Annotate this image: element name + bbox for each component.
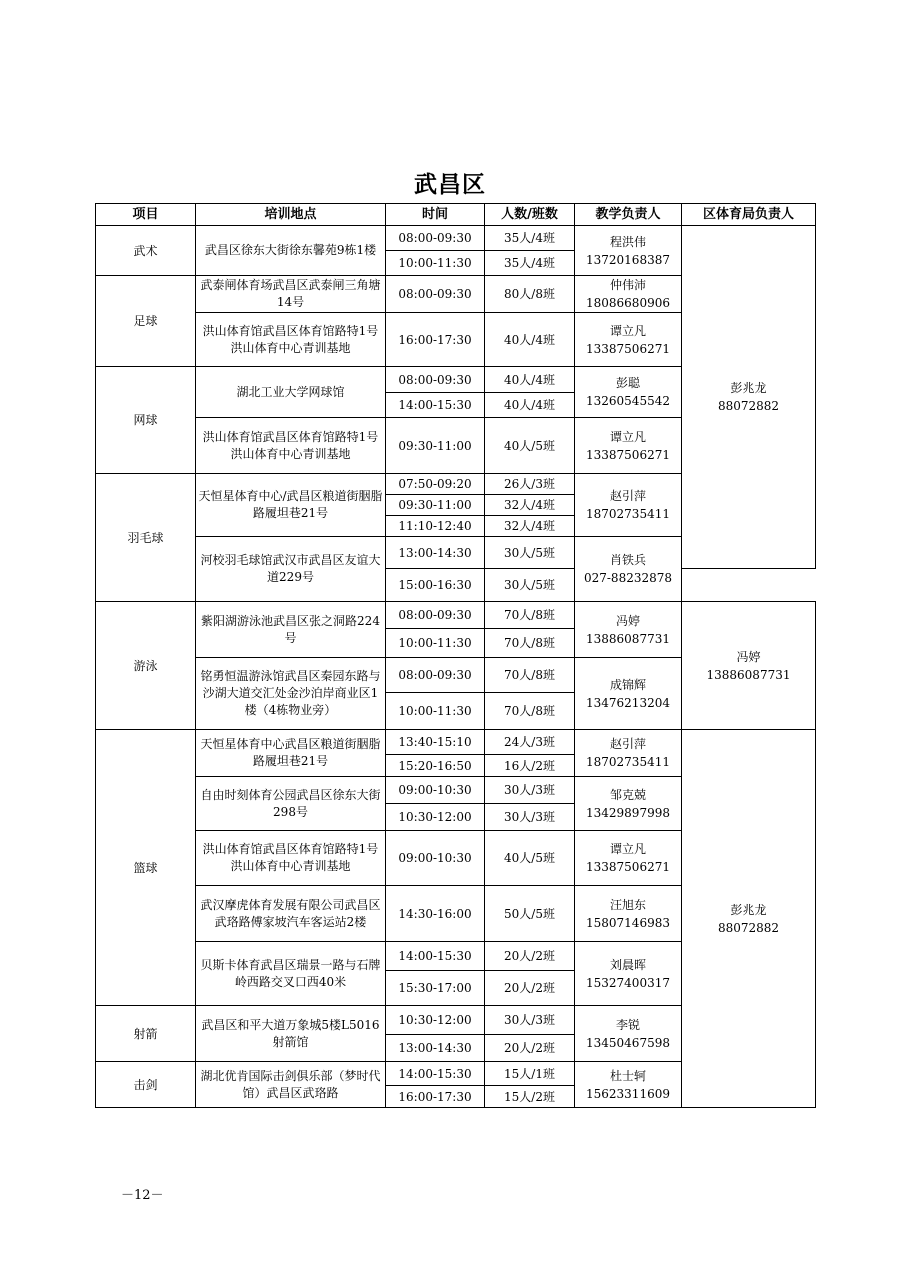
count-cell: 40人/5班 — [485, 831, 575, 886]
sport-cell: 击剑 — [96, 1062, 196, 1108]
count-cell: 30人/5班 — [485, 537, 575, 569]
coach-cell — [575, 418, 682, 474]
sport-cell: 篮球 — [96, 730, 196, 1006]
coach-name: 邹克兢 — [609, 787, 646, 802]
count-cell: 15人/2班 — [485, 1086, 575, 1108]
location-cell: 武昌区徐东大街徐东馨苑9栋1楼 — [196, 226, 386, 276]
count-cell: 16人/2班 — [485, 755, 575, 777]
coach-name: 肖铁兵 — [609, 553, 646, 567]
coach-name: 刘晨晖 — [609, 957, 646, 972]
time-cell: 15:00-16:30 — [386, 569, 485, 602]
bureau-name: 彭兆龙 — [730, 381, 767, 395]
time-cell: 16:00-17:30 — [386, 313, 485, 367]
count-cell: 32人/4班 — [485, 516, 575, 537]
coach-phone: 18702735411 — [586, 755, 670, 769]
coach-cell — [575, 658, 682, 730]
time-cell: 07:50-09:20 — [386, 474, 485, 495]
count-cell: 32人/4班 — [485, 495, 575, 516]
time-cell: 14:30-16:00 — [386, 886, 485, 942]
time-cell: 13:40-15:10 — [386, 730, 485, 755]
time-cell: 11:10-12:40 — [386, 516, 485, 537]
location-cell: 洪山体育馆武昌区体育馆路特1号洪山体育中心青训基地 — [196, 418, 386, 474]
count-cell: 30人/3班 — [485, 1006, 575, 1035]
coach-phone: 15623311609 — [586, 1086, 670, 1101]
time-cell: 10:00-11:30 — [386, 629, 485, 658]
count-cell: 40人/5班 — [485, 418, 575, 474]
location-cell: 洪山体育馆武昌区体育馆路特1号洪山体育中心青训基地 — [196, 313, 386, 367]
bureau-name: 彭兆龙 — [730, 902, 767, 917]
count-cell: 35人/4班 — [485, 226, 575, 251]
time-cell: 10:00-11:30 — [386, 693, 485, 730]
training-schedule-table — [95, 203, 816, 1108]
time-cell: 08:00-09:30 — [386, 602, 485, 629]
time-cell: 10:30-12:00 — [386, 1006, 485, 1035]
coach-name: 杜士轲 — [609, 1068, 646, 1083]
coach-phone: 13886087731 — [586, 631, 670, 646]
time-cell: 08:00-09:30 — [386, 226, 485, 251]
bureau-phone: 88072882 — [717, 399, 780, 413]
time-cell: 09:30-11:00 — [386, 495, 485, 516]
time-cell: 14:00-15:30 — [386, 942, 485, 971]
location-cell: 湖北工业大学网球馆 — [196, 367, 386, 418]
count-cell: 24人/3班 — [485, 730, 575, 755]
location-cell: 湖北优肯国际击剑俱乐部（梦时代馆）武昌区武珞路 — [196, 1062, 386, 1108]
count-cell: 15人/1班 — [485, 1062, 575, 1086]
count-cell: 20人/2班 — [485, 942, 575, 971]
coach-cell — [575, 886, 682, 942]
coach-phone: 18086680906 — [586, 296, 670, 310]
sport-cell: 游泳 — [96, 602, 196, 730]
coach-name: 谭立凡 — [609, 842, 646, 856]
coach-phone: 13720168387 — [586, 252, 670, 267]
time-cell: 13:00-14:30 — [386, 1035, 485, 1062]
count-cell: 20人/2班 — [485, 1035, 575, 1062]
sport-cell: 羽毛球 — [96, 474, 196, 602]
count-cell: 40人/4班 — [485, 313, 575, 367]
header-sport: 项目 — [96, 204, 196, 226]
location-cell: 武昌区和平大道万象城5楼L5016射箭馆 — [196, 1006, 386, 1062]
coach-cell — [575, 942, 682, 1006]
bureau-cell — [682, 602, 816, 730]
coach-phone: 13387506271 — [586, 447, 670, 462]
header-row — [96, 204, 816, 226]
table-row — [96, 226, 816, 251]
coach-cell — [575, 226, 682, 276]
time-cell: 10:30-12:00 — [386, 804, 485, 831]
header-location: 培训地点 — [196, 204, 386, 226]
count-cell: 70人/8班 — [485, 693, 575, 730]
table-row — [96, 602, 816, 629]
location-cell: 自由时刻体育公园武昌区徐东大街298号 — [196, 777, 386, 831]
sport-cell: 武术 — [96, 226, 196, 276]
coach-name: 赵引萍 — [609, 489, 646, 503]
coach-phone: 18702735411 — [586, 507, 670, 521]
coach-cell — [575, 730, 682, 777]
count-cell: 30人/3班 — [485, 777, 575, 804]
coach-phone: 13450467598 — [586, 1035, 670, 1050]
coach-cell — [575, 777, 682, 831]
location-cell: 河校羽毛球馆武汉市武昌区友谊大道229号 — [196, 537, 386, 602]
bureau-name: 冯婷 — [736, 649, 761, 664]
coach-name: 谭立凡 — [609, 429, 646, 444]
header-time: 时间 — [386, 204, 485, 226]
count-cell: 35人/4班 — [485, 251, 575, 276]
coach-phone: 13260545542 — [586, 394, 670, 408]
time-cell: 08:00-09:30 — [386, 367, 485, 393]
coach-name: 彭聪 — [615, 376, 640, 390]
time-cell: 09:00-10:30 — [386, 777, 485, 804]
bureau-cell — [682, 730, 816, 1108]
header-count: 人数/班数 — [485, 204, 575, 226]
time-cell: 16:00-17:30 — [386, 1086, 485, 1108]
coach-cell — [575, 537, 682, 602]
location-cell: 武泰闸体育场武昌区武泰闸三角塘14号 — [196, 276, 386, 313]
coach-name: 冯婷 — [615, 613, 640, 628]
coach-phone: 15807146983 — [586, 915, 670, 930]
sport-cell: 射箭 — [96, 1006, 196, 1062]
header-coach: 教学负责人 — [575, 204, 682, 226]
coach-name: 李锐 — [615, 1017, 640, 1032]
coach-phone: 13429897998 — [586, 805, 670, 820]
count-cell: 40人/4班 — [485, 367, 575, 393]
coach-cell — [575, 313, 682, 367]
time-cell: 10:00-11:30 — [386, 251, 485, 276]
coach-name: 谭立凡 — [609, 323, 646, 338]
header-bureau: 区体育局负责人 — [682, 204, 816, 226]
coach-phone: 15327400317 — [586, 975, 670, 990]
count-cell: 80人/8班 — [485, 276, 575, 313]
count-cell: 70人/8班 — [485, 629, 575, 658]
coach-name: 程洪伟 — [609, 234, 646, 249]
page-title: 武昌区 — [414, 172, 486, 198]
time-cell: 08:00-09:30 — [386, 658, 485, 693]
count-cell: 20人/2班 — [485, 971, 575, 1006]
count-cell: 30人/5班 — [485, 569, 575, 602]
coach-phone: 13387506271 — [586, 860, 670, 874]
count-cell: 50人/5班 — [485, 886, 575, 942]
count-cell: 70人/8班 — [485, 602, 575, 629]
time-cell: 09:30-11:00 — [386, 418, 485, 474]
coach-name: 赵引萍 — [609, 737, 646, 751]
sport-cell: 足球 — [96, 276, 196, 367]
time-cell: 14:00-15:30 — [386, 393, 485, 418]
page-number: －12－ — [121, 1188, 164, 1203]
coach-cell — [575, 602, 682, 658]
coach-name: 汪旭东 — [609, 897, 646, 912]
time-cell: 08:00-09:30 — [386, 276, 485, 313]
location-cell: 铭勇恒温游泳馆武昌区秦园东路与沙湖大道交汇处金沙泊岸商业区1楼（4栋物业旁） — [196, 658, 386, 730]
location-cell: 武汉摩虎体育发展有限公司武昌区武珞路傅家坡汽车客运站2楼 — [196, 886, 386, 942]
bureau-cell — [682, 226, 816, 569]
location-cell: 紫阳湖游泳池武昌区张之洞路224号 — [196, 602, 386, 658]
location-cell: 天恒星体育中心/武昌区粮道街胭脂路履坦巷21号 — [196, 474, 386, 537]
coach-phone: 13387506271 — [586, 341, 670, 356]
coach-cell — [575, 367, 682, 418]
count-cell: 70人/8班 — [485, 658, 575, 693]
coach-phone: 027-88232878 — [583, 571, 673, 585]
location-cell: 贝斯卡体育武昌区瑞景一路与石牌岭西路交叉口西40米 — [196, 942, 386, 1006]
count-cell: 30人/3班 — [485, 804, 575, 831]
time-cell: 14:00-15:30 — [386, 1062, 485, 1086]
count-cell: 40人/4班 — [485, 393, 575, 418]
coach-name: 成锦辉 — [609, 677, 646, 692]
table-row — [96, 730, 816, 755]
time-cell: 15:30-17:00 — [386, 971, 485, 1006]
bureau-phone: 13886087731 — [706, 667, 791, 682]
sport-cell: 网球 — [96, 367, 196, 474]
time-cell: 13:00-14:30 — [386, 537, 485, 569]
time-cell: 15:20-16:50 — [386, 755, 485, 777]
count-cell: 26人/3班 — [485, 474, 575, 495]
coach-phone: 13476213204 — [586, 695, 670, 710]
coach-cell — [575, 474, 682, 537]
bureau-phone: 88072882 — [717, 920, 780, 935]
coach-cell — [575, 276, 682, 313]
coach-cell — [575, 831, 682, 886]
time-cell: 09:00-10:30 — [386, 831, 485, 886]
coach-cell — [575, 1006, 682, 1062]
location-cell: 洪山体育馆武昌区体育馆路特1号洪山体育中心青训基地 — [196, 831, 386, 886]
location-cell: 天恒星体育中心武昌区粮道街胭脂路履坦巷21号 — [196, 730, 386, 777]
coach-cell — [575, 1062, 682, 1108]
coach-name: 仲伟沛 — [609, 278, 646, 292]
